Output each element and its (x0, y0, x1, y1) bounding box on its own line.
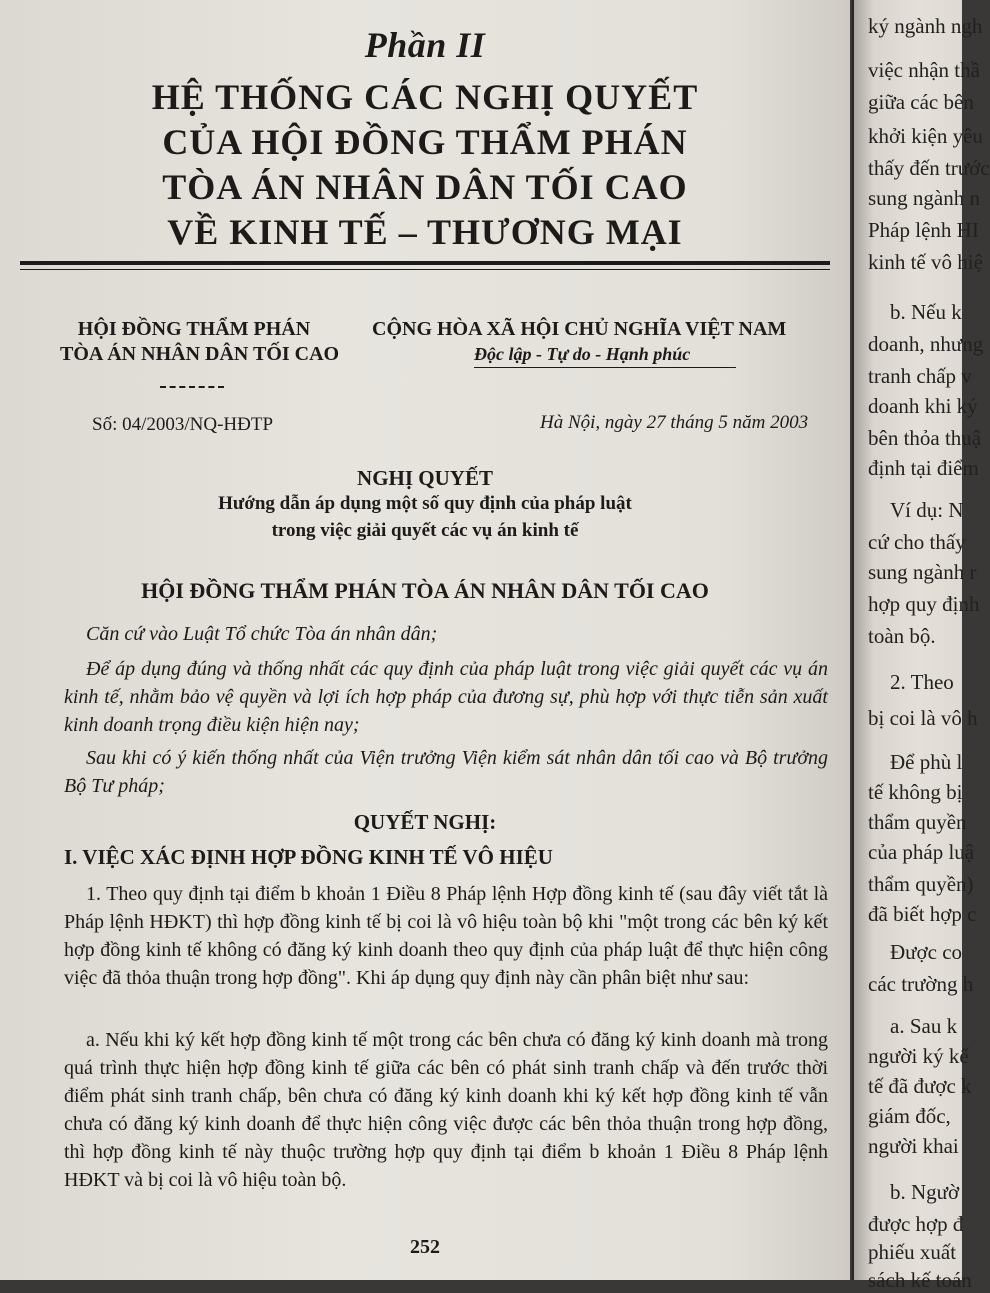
adjacent-page-line: toàn bộ. (868, 624, 936, 648)
adjacent-page-line: bên thỏa thuậ (868, 426, 982, 450)
adjacent-page-line: các trường h (868, 972, 974, 996)
adjacent-page-line: b. Ngườ (890, 1180, 960, 1204)
paragraph-1 (64, 880, 828, 992)
document-number: Số: 04/2003/NQ-HĐTP (92, 414, 274, 435)
adjacent-page-line: sung ngành n (868, 186, 980, 210)
adjacent-page-line: phiếu xuất (868, 1240, 957, 1264)
adjacent-page-line: kinh tế vô hiệ (868, 250, 983, 274)
basis-paragraph-2 (64, 655, 828, 739)
national-motto: Độc lập - Tự do - Hạnh phúc (474, 344, 691, 364)
adjacent-page-line: tế đã được k (868, 1074, 972, 1098)
basis-text-3: Sau khi có ý kiến thống nhất của Viện trưởng Viện kiểm sát nhân dân tối cao và Bộ trưởng Bộ Tư pháp; (64, 747, 828, 797)
adjacent-page-line: cứ cho thấy (868, 530, 966, 554)
issuer-line-1: HỘI ĐỒNG THẨM PHÁN (77, 318, 311, 340)
document-type: NGHỊ QUYẾT (357, 466, 493, 490)
basis-text-2: Để áp dụng đúng và thống nhất các quy định của pháp luật trong việc giải quyết các vụ án kinh tế, nhằm bảo vệ quyền và lợi ích hợp pháp của đương sự, phù hợp với thực tiễn sản xuất kinh doanh trọng điều kiện hiện nay; (64, 658, 828, 736)
adjacent-page-edge (852, 0, 990, 1292)
adjacent-page-line: a. Sau k (890, 1014, 958, 1038)
council-heading: HỘI ĐỒNG THẨM PHÁN TÒA ÁN NHÂN DÂN TỐI CAO (141, 578, 709, 603)
decision-heading: QUYẾT NGHỊ: (353, 810, 497, 834)
adjacent-page-line: Ví dụ: N (890, 498, 964, 522)
title-rule-thick (20, 261, 830, 265)
title-line-1: HỆ THỐNG CÁC NGHỊ QUYẾT (151, 77, 699, 117)
adjacent-page-line: định tại điểm (868, 456, 979, 480)
page-number: 252 (410, 1236, 440, 1258)
motto-underline (474, 367, 736, 368)
adjacent-page-line: Để phù l (890, 750, 963, 774)
adjacent-page-line: người ký kế (868, 1044, 969, 1068)
adjacent-page-line: 2. Theo (890, 670, 954, 694)
issuer-separator (160, 386, 224, 388)
title-line-4: VỀ KINH TẾ – THƯƠNG MẠI (167, 212, 683, 252)
place-date: Hà Nội, ngày 27 tháng 5 năm 2003 (540, 412, 809, 433)
title-line-3: TÒA ÁN NHÂN DÂN TỐI CAO (162, 167, 688, 207)
adjacent-page-line: Được co (890, 940, 963, 964)
paragraph-1-text: 1. Theo quy định tại điểm b khoản 1 Điều 8 Pháp lệnh Hợp đồng kinh tế (sau đây viết tắt là Pháp lệnh HĐKT) thì hợp đồng kinh tế bị coi là vô hiệu toàn bộ khi "một trong các bên ký kết hợp đồng kinh tế không có đăng ký kinh doanh theo quy định của pháp luật để thực hiện công việc đã thỏa thuận trong hợp đồng". Khi áp dụng quy định này cần phân biệt như sau: (64, 883, 828, 989)
adjacent-page-line: tế không bị (868, 780, 963, 804)
adjacent-page-line: thấy đến trước (868, 156, 990, 180)
title-line-2: CỦA HỘI ĐỒNG THẨM PHÁN (162, 122, 688, 162)
adjacent-page-line: thẩm quyền (868, 810, 967, 834)
adjacent-page-line: Pháp lệnh HI (868, 218, 979, 242)
adjacent-page-line: sách kế toán (868, 1268, 972, 1292)
paragraph-a (64, 1026, 828, 1194)
part-title: Phần II (364, 25, 486, 65)
basis-text-1: Căn cứ vào Luật Tổ chức Tòa án nhân dân; (86, 623, 438, 645)
paragraph-a-text: a. Nếu khi ký kết hợp đồng kinh tế một trong các bên chưa có đăng ký kinh doanh mà trong quá trình thực hiện hợp đồng kinh tế giữa các bên có phát sinh tranh chấp và đến trước thời điểm phát sinh tranh chấp, bên chưa có đăng ký kinh doanh khi ký kết hợp đồng kinh tế vẫn chưa có đăng ký kinh doanh để thực hiện công việc được các bên thỏa thuận trong hợp đồng, thì hợp đồng kinh tế này thuộc trường hợp quy định tại điểm b khoản 1 Điều 8 Pháp lệnh HĐKT và bị coi là vô hiệu toàn bộ. (64, 1029, 828, 1191)
adjacent-page-line: giữa các bên (868, 90, 974, 114)
adjacent-page-line: hợp quy định (868, 592, 980, 616)
adjacent-page-line: ký ngành ngh (868, 14, 983, 38)
adjacent-page-line: đã biết hợp c (868, 902, 977, 926)
basis-paragraph-3 (64, 744, 828, 800)
adjacent-page-line: doanh, nhưng (868, 332, 984, 356)
basis-paragraph-1 (64, 620, 828, 648)
adjacent-page-line: sung ngành r (868, 560, 977, 584)
issuer-line-2: TÒA ÁN NHÂN DÂN TỐI CAO (60, 343, 340, 365)
adjacent-page-line: người khai (868, 1134, 959, 1158)
adjacent-page-line: được hợp đ (868, 1212, 964, 1236)
adjacent-page-line: thẩm quyền) (868, 872, 974, 896)
adjacent-page-line: giám đốc, (868, 1104, 951, 1128)
adjacent-page-line: b. Nếu k (890, 300, 962, 324)
adjacent-page-line: doanh khi ký (868, 394, 978, 418)
nation-name: CỘNG HÒA XÃ HỘI CHỦ NGHĨA VIỆT NAM (372, 318, 787, 340)
adjacent-page-line: của pháp luậ (868, 840, 975, 864)
subject-line-2: trong việc giải quyết các vụ án kinh tế (271, 520, 579, 541)
subject-line-1: Hướng dẫn áp dụng một số quy định của pháp luật (218, 493, 632, 514)
adjacent-page-line: việc nhận thầ (868, 58, 980, 82)
adjacent-page-line: tranh chấp v (868, 364, 972, 388)
section-heading: I. VIỆC XÁC ĐỊNH HỢP ĐỒNG KINH TẾ VÔ HIỆU (64, 845, 553, 869)
title-rule-thin (20, 269, 830, 270)
adjacent-page-line: khởi kiện yêu (868, 124, 983, 148)
adjacent-page-line: bị coi là vô h (868, 706, 978, 730)
